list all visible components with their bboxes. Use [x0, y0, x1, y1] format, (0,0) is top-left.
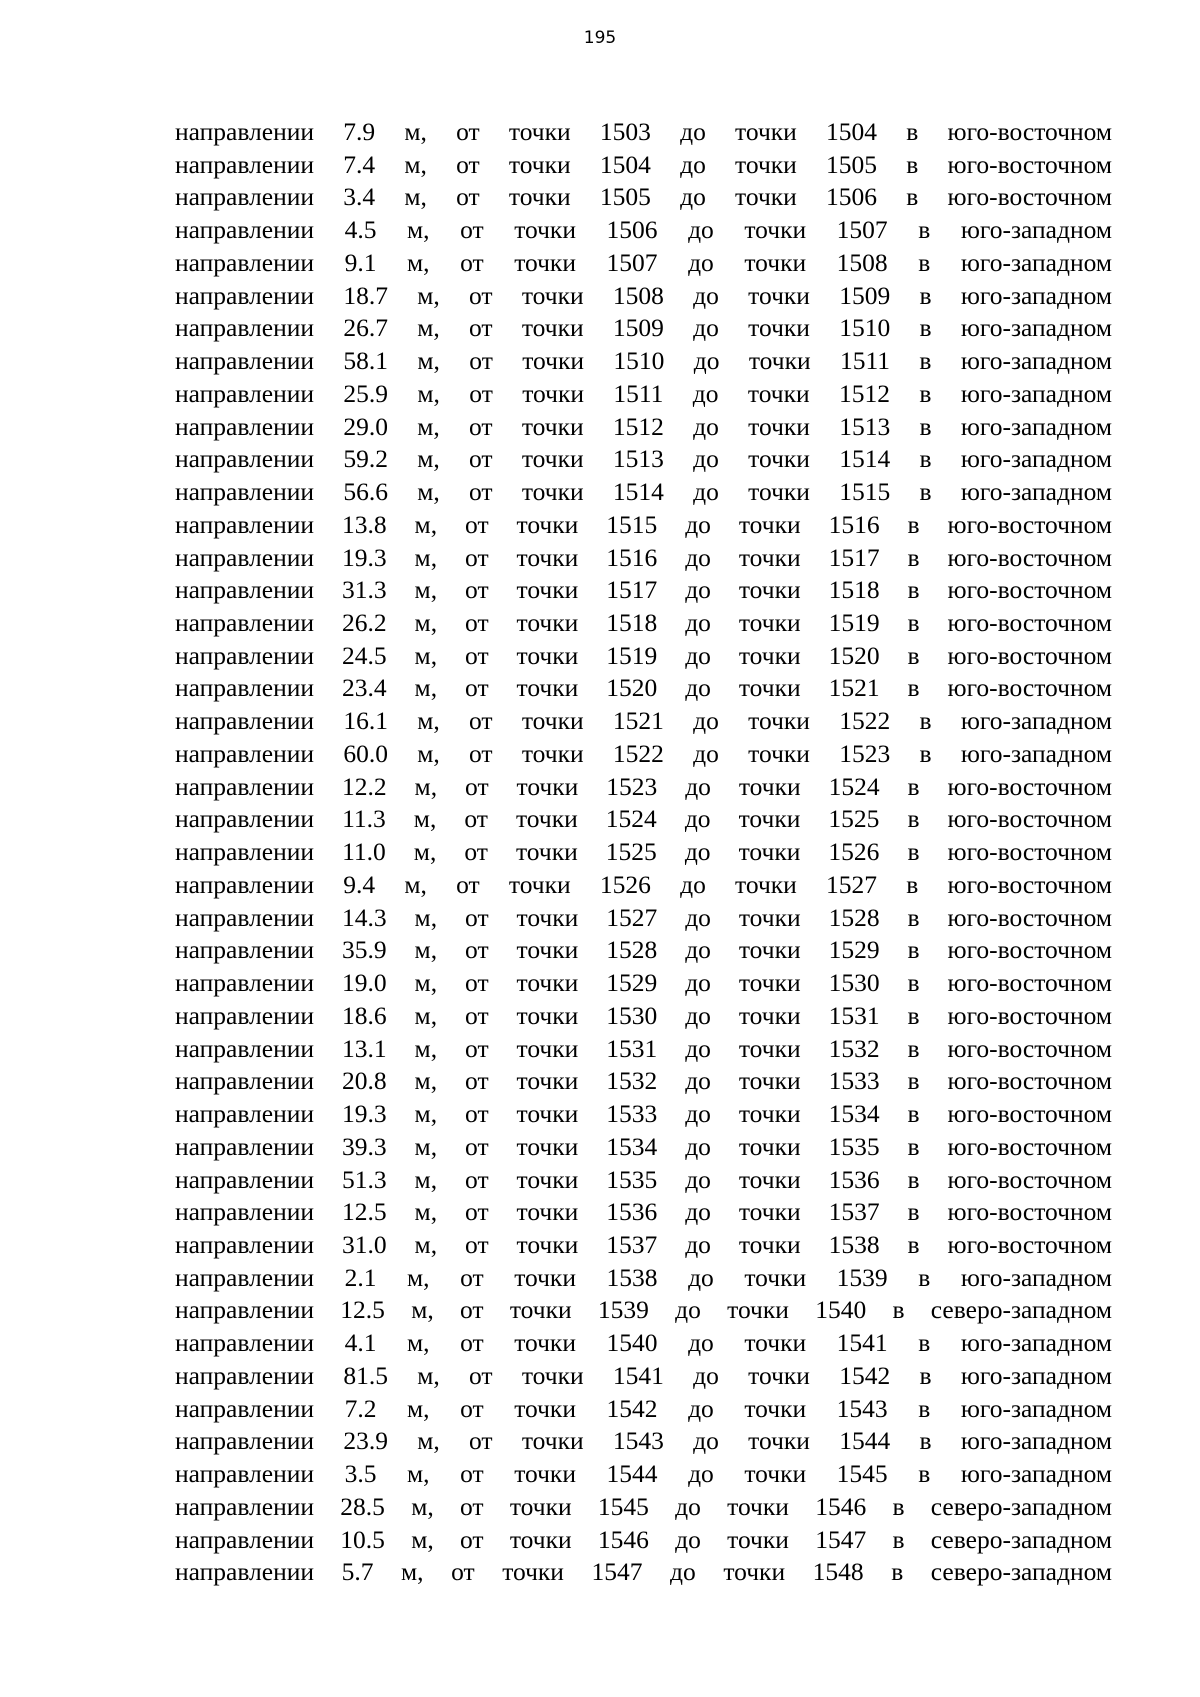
- text-line: направлении 4.5 м, от точки 1506 до точки 1507 в юго-западном: [175, 215, 1112, 245]
- text-line: направлении 7.9 м, от точки 1503 до точки 1504 в юго-восточном: [175, 117, 1112, 146]
- text-line: направлении 7.2 м, от точки 1542 до точки 1543 в юго-западном: [175, 1393, 1112, 1423]
- text-line: направлении 7.4 м, от точки 1504 до точки 1505 в юго-восточном: [175, 149, 1112, 179]
- text-line: направлении 59.2 м, от точки 1513 до точки 1514 в юго-западном: [175, 444, 1112, 474]
- text-line: направлении 9.1 м, от точки 1507 до точки 1508 в юго-западном: [175, 247, 1112, 277]
- text-line: направлении 28.5 м, от точки 1545 до точки 1546 в северо-западном: [175, 1491, 1112, 1521]
- text-line: направлении 13.8 м, от точки 1515 до точки 1516 в юго-восточном: [175, 509, 1112, 539]
- text-line: направлении 58.1 м, от точки 1510 до точки 1511 в юго-западном: [175, 346, 1112, 376]
- text-line: направлении 3.5 м, от точки 1544 до точки 1545 в юго-западном: [175, 1459, 1112, 1489]
- text-line: направлении 10.5 м, от точки 1546 до точки 1547 в северо-западном: [175, 1524, 1112, 1554]
- text-line: направлении 24.5 м, от точки 1519 до точки 1520 в юго-восточном: [175, 640, 1112, 670]
- text-line: направлении 12.5 м, от точки 1536 до точки 1537 в юго-восточном: [175, 1197, 1112, 1227]
- text-line: направлении 2.1 м, от точки 1538 до точки 1539 в юго-западном: [175, 1262, 1112, 1292]
- text-line: направлении 23.4 м, от точки 1520 до точки 1521 в юго-восточном: [175, 673, 1112, 703]
- text-line: направлении 11.3 м, от точки 1524 до точки 1525 в юго-восточном: [175, 804, 1112, 834]
- text-line: направлении 31.0 м, от точки 1537 до точки 1538 в юго-восточном: [175, 1229, 1112, 1259]
- text-line: направлении 19.0 м, от точки 1529 до точки 1530 в юго-восточном: [175, 968, 1112, 998]
- text-line: направлении 20.8 м, от точки 1532 до точки 1533 в юго-восточном: [175, 1066, 1112, 1096]
- text-line: направлении 56.6 м, от точки 1514 до точки 1515 в юго-западном: [175, 477, 1112, 507]
- text-line: направлении 19.3 м, от точки 1533 до точки 1534 в юго-восточном: [175, 1099, 1112, 1129]
- text-line: направлении 9.4 м, от точки 1526 до точки 1527 в юго-восточном: [175, 869, 1112, 899]
- text-line: направлении 12.2 м, от точки 1523 до точки 1524 в юго-восточном: [175, 771, 1112, 801]
- text-line: направлении 26.2 м, от точки 1518 до точки 1519 в юго-восточном: [175, 608, 1112, 638]
- text-line: направлении 19.3 м, от точки 1516 до точки 1517 в юго-восточном: [175, 542, 1112, 572]
- text-line: направлении 14.3 м, от точки 1527 до точки 1528 в юго-восточном: [175, 902, 1112, 932]
- text-line: направлении 81.5 м, от точки 1541 до точки 1542 в юго-западном: [175, 1360, 1112, 1390]
- text-line: направлении 35.9 м, от точки 1528 до точки 1529 в юго-восточном: [175, 935, 1112, 965]
- page-number: 195: [583, 28, 617, 48]
- text-line: направлении 5.7 м, от точки 1547 до точки 1548 в северо-западном: [175, 1557, 1112, 1587]
- text-line: направлении 18.6 м, от точки 1530 до точки 1531 в юго-восточном: [175, 1000, 1112, 1030]
- text-line: направлении 26.7 м, от точки 1509 до точки 1510 в юго-западном: [175, 313, 1112, 343]
- text-line: направлении 39.3 м, от точки 1534 до точки 1535 в юго-восточном: [175, 1131, 1112, 1161]
- text-line: направлении 4.1 м, от точки 1540 до точки 1541 в юго-западном: [175, 1328, 1112, 1358]
- text-line: направлении 29.0 м, от точки 1512 до точки 1513 в юго-западном: [175, 411, 1112, 441]
- text-line: направлении 16.1 м, от точки 1521 до точки 1522 в юго-западном: [175, 706, 1112, 736]
- text-line: направлении 18.7 м, от точки 1508 до точки 1509 в юго-западном: [175, 280, 1112, 310]
- text-line: направлении 60.0 м, от точки 1522 до точки 1523 в юго-западном: [175, 738, 1112, 768]
- document-body: [175, 116, 1112, 1589]
- text-line: направлении 11.0 м, от точки 1525 до точки 1526 в юго-восточном: [175, 837, 1112, 867]
- text-line: направлении 31.3 м, от точки 1517 до точки 1518 в юго-восточном: [175, 575, 1112, 605]
- text-line: направлении 23.9 м, от точки 1543 до точки 1544 в юго-западном: [175, 1426, 1112, 1456]
- text-line: направлении 51.3 м, от точки 1535 до точки 1536 в юго-восточном: [175, 1164, 1112, 1194]
- text-line: направлении 13.1 м, от точки 1531 до точки 1532 в юго-восточном: [175, 1033, 1112, 1063]
- text-line: направлении 3.4 м, от точки 1505 до точки 1506 в юго-восточном: [175, 182, 1112, 212]
- text-line: направлении 12.5 м, от точки 1539 до точки 1540 в северо-западном: [175, 1295, 1112, 1325]
- text-line: направлении 25.9 м, от точки 1511 до точки 1512 в юго-западном: [175, 378, 1112, 408]
